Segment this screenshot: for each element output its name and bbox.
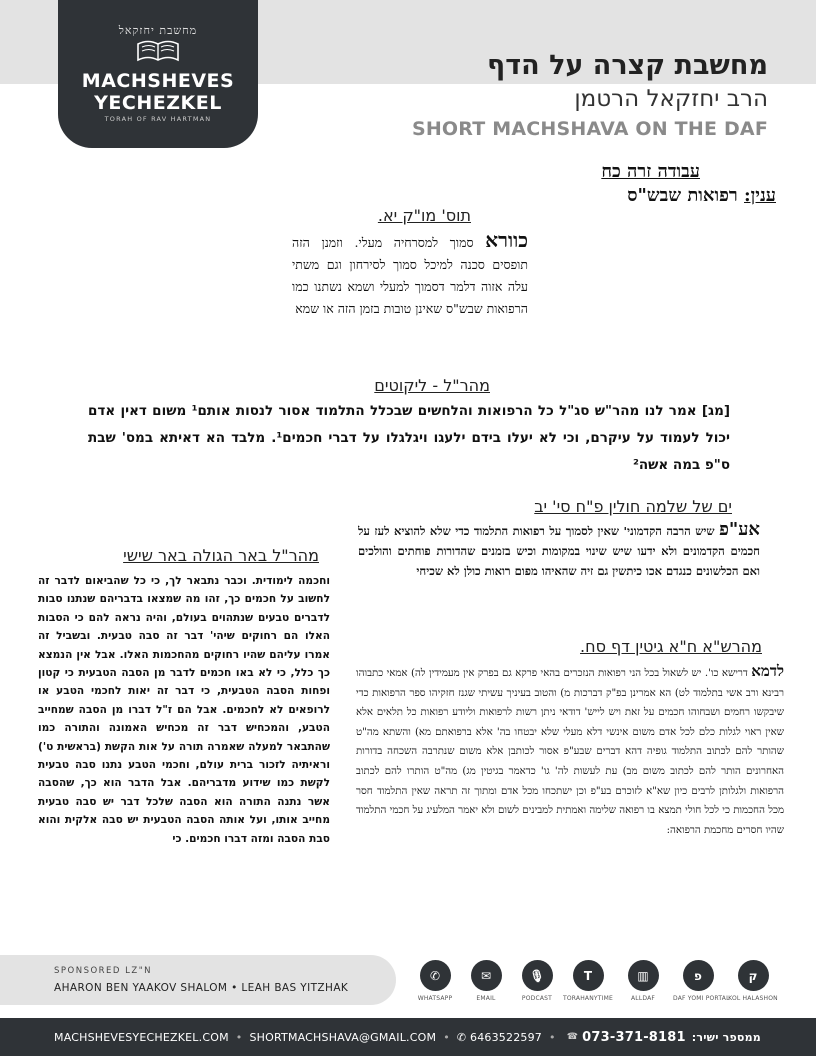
icon-label: TORAHANYTIME xyxy=(563,995,613,1002)
logo-line2: YECHEZKEL xyxy=(94,92,222,114)
maharsha-dibur-hamatchil: לדמא xyxy=(751,662,784,680)
section-text-maharal-likutim: [מג] אמר לנו מהר"ש סג"ל כל הרפואות והלחשים שבכלל התלמוד אסור לנסות אותם¹ משום דאין אדם יכול לעמוד על עיקרם, וכי לא יעלו בידם ילעגו ויגלגלו על דברי חכמים¹. מלבד הא דאיתא במס' שבת ס"פ במה אשה² xyxy=(88,403,731,473)
phone-number[interactable]: 073-371-8181 xyxy=(582,1029,686,1045)
sponsor-bar xyxy=(0,955,396,1005)
section-title-yam-shel-shlomo: ים של שלמה חולין פ"ח סי' יב xyxy=(534,497,732,516)
separator-dot: • xyxy=(549,1030,556,1044)
kol-halashon-icon: ק xyxy=(738,960,769,991)
daf-yomi-portal-icon: פ xyxy=(683,960,714,991)
sponsor-names: AHARON BEN YAAKOV SHALOM • LEAH BAS YITZHAK xyxy=(54,982,349,994)
section-title-maharal-beer: מהר"ל באר הגולה באר שישי xyxy=(123,546,319,565)
platform-icons xyxy=(410,960,780,1008)
podcast-icon: 🎙 xyxy=(522,960,553,991)
podcast-link[interactable] xyxy=(512,960,562,1002)
icon-label: KOL HALASHON xyxy=(728,995,778,1002)
tosafos-body: סמוך למסרחיה מעלי. וזמנן הזה תופסים סכנה למיכל סמוך לסירחון וגם משתי עלה אזוה דלמר דסמוך למעלי ושמא נשתנו כמו הרפואות שבש"ס שאינן טובות בזמן הזה או שמא xyxy=(292,235,528,316)
icon-label: EMAIL xyxy=(476,995,496,1002)
yam-body: שיש הרבה הקדמוני' שאין לסמוך על רפואות התלמוד כדי שלא להוציא לעז על חכמים הקדמונים ולא ידעו שיש שינוי במקומות וכיש בזמנים שהדורות פוחתים והולכים ואם הכלשונים כנגדם אכו כיתשין גם זיה שהאיהו מפום רואות כולן לא שכיחי xyxy=(358,524,760,578)
whatsapp-small-icon: ✆ xyxy=(456,1030,467,1044)
whatsapp-number[interactable]: 6463522597 xyxy=(470,1030,543,1044)
author-name-hebrew: הרב יחזקאל הרטמן xyxy=(574,86,768,112)
page-title-hebrew: מחשבת קצרה על הדף xyxy=(487,50,768,81)
page-title-english: SHORT MACHSHAVA ON THE DAF xyxy=(411,118,768,140)
daf-subject: עבודה זרה כח xyxy=(601,161,700,182)
section-text-maharal-beer: וחכמה לימודית. וכבר נתבאר לך, כי כל שהביאום לדבר זה לחשוב על חכמים כך, זהו מה שמצאו בדבריהם שנתנו סבות לדברים טבעים שנתהוים בעולם, והיה נראה להם כי הסבות האלו הם רחוקים שיהי' דבר זה סבה טבעית. ובשביל זה אמרו עליהם שהיו רחוקים מהחכמות האלו. אבל אין הנמצא כך כלל, כי לא באו חכמים לדבר מן הסבה הטבעית כי קטון ופחות הסבה הטבעית, כי דבר זה יאות לחכמי הטבע או לרופאים לא לחכמים. אבל הם ז"ל דברו מן הסבה שמחייב הטבע, והמכחיש דבר זה מכחיש האמונה והתורה כמו שהתבאר למעלה שאמרה תורה על אות הקשת (בראשית ט') וראיתיה לזכור ברית עולם, וחכמי הטבע נתנו סבה טבעית לקשת כמו שידוע מדבריהם. אבל הדבר הוא כך, שהסבה אשר נתנה התורה הוא הסבה שלכל דבר יש סבה טבעית מחייב אותו, ועל אותה הסבה הטבעית יש סבה אלקית והוא סבת הסבה ומזה דברו חכמים. כי xyxy=(38,575,330,845)
section-text-tosafos xyxy=(292,229,528,361)
topic-label: ענין: xyxy=(744,185,776,206)
alldaf-icon: ▥ xyxy=(628,960,659,991)
icon-label: ALLDAF xyxy=(630,995,656,1002)
whatsapp-icon: ✆ xyxy=(420,960,451,991)
email-icon: ✉ xyxy=(471,960,502,991)
kol-halashon-link[interactable] xyxy=(728,960,778,1002)
topic-line xyxy=(627,185,776,206)
section-text-maharsha xyxy=(356,662,784,940)
website-link[interactable]: MACHSHEVESYECHEZKEL.COM xyxy=(54,1030,229,1044)
yam-dibur-hamatchil: אע"פ xyxy=(719,520,760,540)
topic-value: רפואות שבש"ס xyxy=(627,185,738,206)
whatsapp-link[interactable] xyxy=(410,960,460,1002)
daf-yomi-portal-link[interactable] xyxy=(673,960,730,1002)
email-address-link[interactable]: SHORTMACHSHAVA@GMAIL.COM xyxy=(249,1030,437,1044)
open-book-icon xyxy=(136,38,180,64)
email-link[interactable] xyxy=(461,960,511,1002)
separator-dot: • xyxy=(443,1030,450,1044)
icon-label: PODCAST xyxy=(521,995,553,1002)
torahanytime-link[interactable] xyxy=(563,960,613,1002)
icon-label: WHATSAPP xyxy=(417,995,453,1002)
phone-icon: ☎ xyxy=(566,1032,579,1042)
icon-label: DAF YOMI PORTAL xyxy=(673,995,730,1002)
phone-label: ממספר ישיר: xyxy=(691,1030,761,1044)
section-title-maharsha: מהרש"א ח"א גיטין דף סח. xyxy=(580,637,762,656)
logo[interactable] xyxy=(58,0,258,148)
maharsha-body: דרישא כו'. יש לשאול בכל הני רפואות הנזכרים בהאי פרקא גם בפרק אין מעמידין לה) אמאי כתבוהו רבינא ורב אשי בתלמוד לט) הא אמרינן בפ"ק דברכות מ) והטוב בעיניך עשיתי שגנז חזקיהו ספר הרפואות כדי שיבקשו רחמים ושבחוהו חכמים על זאת ויש לייש' דודאי ניתן רשות לרפואות וליודע רפואות כל תלאים אלא שאין ראוי לגלות כלם לכל אדם משום אינשי דלא מעלי שלא יבטחו בה' אלא ברפואתם מא) והשתא מה"ט שהותר להם לכתוב התלמוד גופיה דהא דברים שבע"פ אסור לכותבן אלא משום שנתרבה השכחה בדורות האחרונים הותר להם לכתוב משום מב) עת לעשות לה' גו' כדאמר בגיטין מג) מה"ט הותרו להם לכתוב הרפואות ולגלותן לרבים כיון שא"א לזוכרם בע"פ וכן ישתכחו מכל אדם ומתוך זה תראה שאין התלמוד חסר מכל החכמות כי לכל חולי תמצא בו רפואה שלימה ואמתית למבינים לשום ולא יאמר המלעיג על חכמי התלמוד שהיו חסרים מחכמת הרפואה: xyxy=(356,668,784,836)
section-text-yam-shel-shlomo xyxy=(358,520,760,604)
logo-tagline: TORAH OF RAV HARTMAN xyxy=(104,115,212,123)
footer-bar xyxy=(0,1018,816,1056)
sponsor-label: SPONSORED LZ"N xyxy=(54,966,153,976)
logo-line1: MACHSHEVES xyxy=(81,70,235,92)
torahanytime-icon: T xyxy=(573,960,604,991)
logo-hebrew-text: מחשבת יחזקאל xyxy=(118,24,198,37)
alldaf-link[interactable] xyxy=(618,960,668,1002)
separator-dot: • xyxy=(235,1030,243,1044)
section-title-tosafos: תוס' מו"ק יא. xyxy=(377,206,471,225)
tosafos-dibur-hamatchil: כוורא xyxy=(485,228,528,252)
section-title-maharal-likutim: מהר"ל - ליקוטים xyxy=(374,376,490,395)
